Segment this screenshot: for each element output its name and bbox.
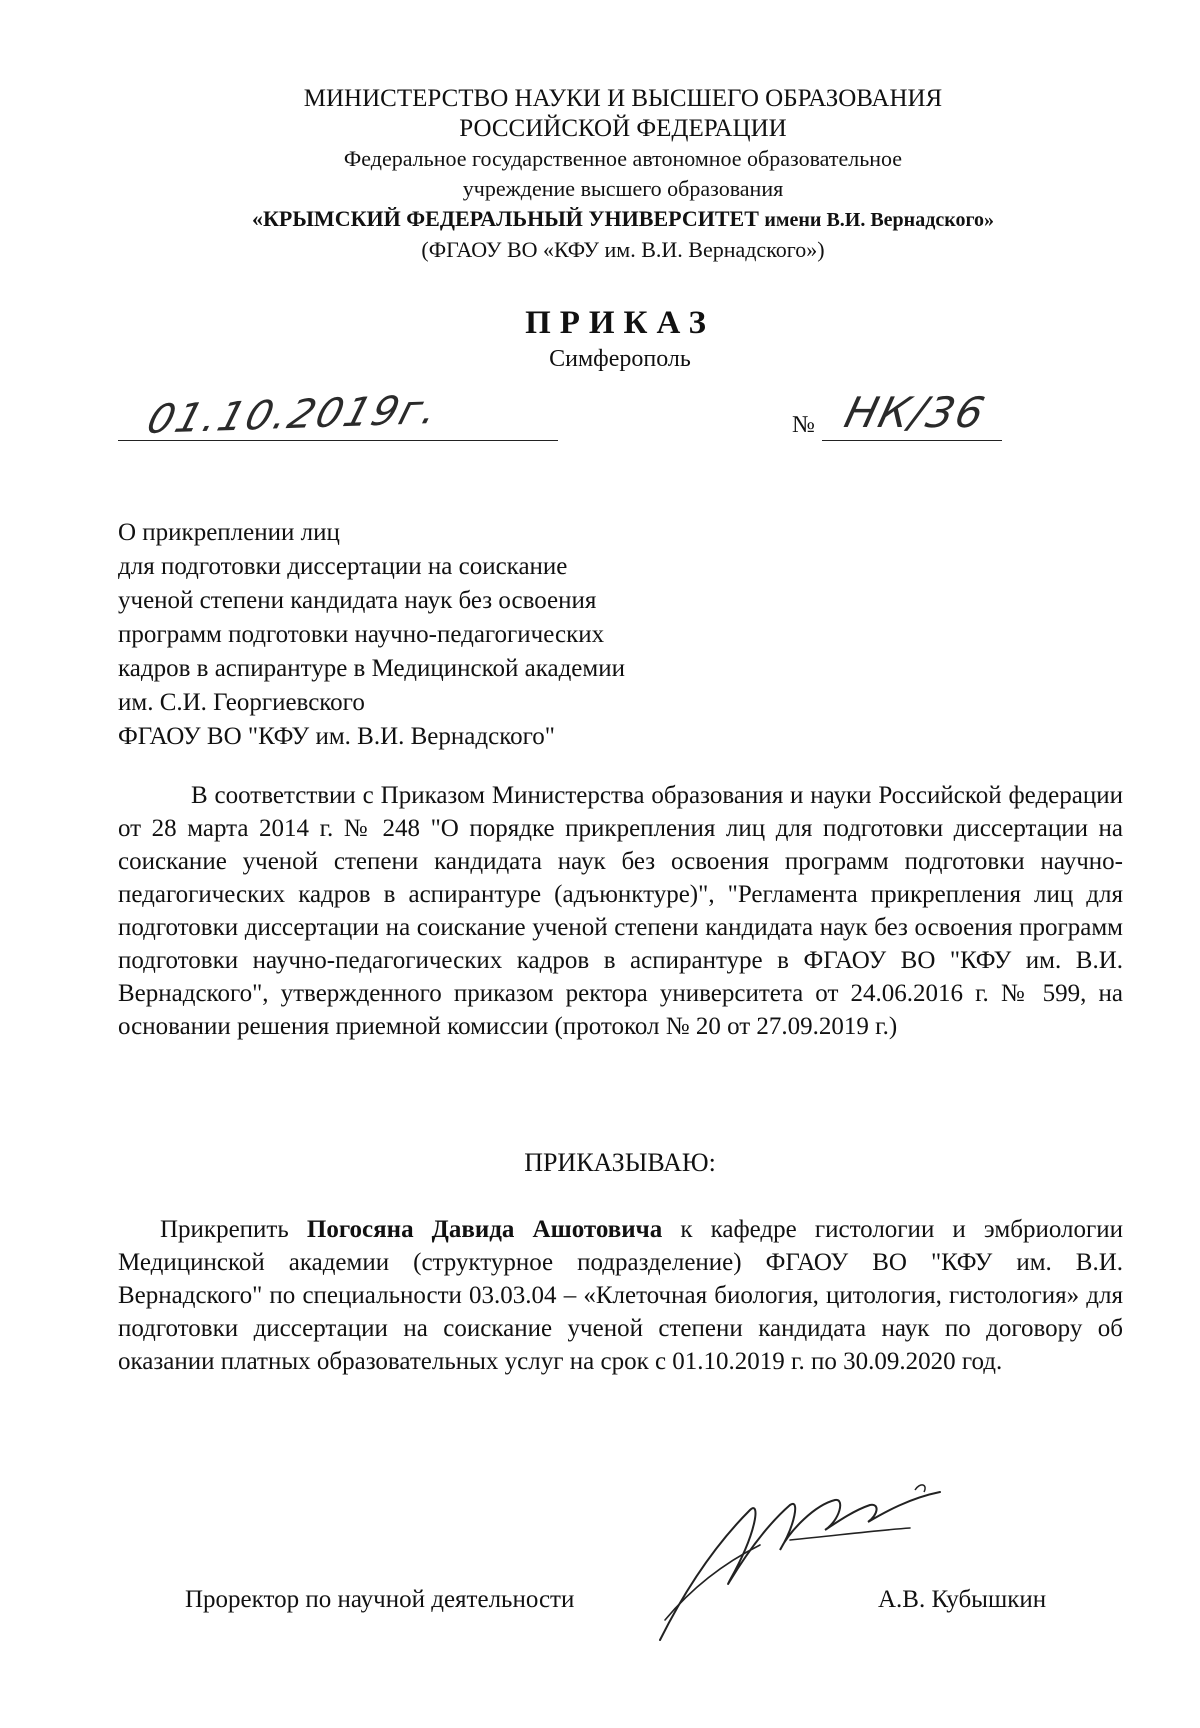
ministry-line-1: МИНИСТЕРСТВО НАУКИ И ВЫСШЕГО ОБРАЗОВАНИЯ <box>303 85 943 112</box>
subject-line: ФГАОУ ВО "КФУ им. В.И. Вернадского" <box>118 723 555 750</box>
subject-line: ученой степени кандидата наук без освоения <box>118 587 597 614</box>
document-title: ПРИКАЗ <box>525 305 715 341</box>
letterhead <box>118 84 1128 265</box>
subject-line: кадров в аспирантуре в Медицинской академии <box>118 655 625 682</box>
institution-line-2: учреждение высшего образования <box>462 176 784 201</box>
university-abbreviation: (ФГАОУ ВО «КФУ им. В.И. Вернадского») <box>421 237 825 262</box>
order-paragraph <box>118 1213 1123 1378</box>
number-underline <box>822 440 1002 441</box>
university-name-suffix: имени В.И. Вернадского» <box>764 209 995 231</box>
ministry-line-2: РОССИЙСКОЙ ФЕДЕРАЦИИ <box>459 115 787 142</box>
date-underline <box>118 440 558 441</box>
handwritten-number: НК/36 <box>839 388 992 437</box>
subject-line: для подготовки диссертации на соискание <box>118 553 568 580</box>
subject-line: программ подготовки научно-педагогических <box>118 621 605 648</box>
university-name <box>118 204 1128 235</box>
document-city: Симферополь <box>549 346 691 372</box>
person-name: Погосяна Давида Ашотовича <box>306 1216 663 1243</box>
signatory-position: Проректор по научной деятельности <box>185 1586 575 1613</box>
order-text: к кафедре гистологии и эмбриологии Медицинской академии (структурное подразделение) ФГАОУ ВО "КФУ им. В.И. Вернадского" по специальности 03.03.04 – «Клеточная биология, цитология, гистология» для подготовки диссертации на соискание ученой степени кандидата наук по договору об оказании платных образовательных услуг на срок с 01.10.2019 г. по 30.09.2020 год. <box>118 1216 1123 1375</box>
handwritten-signature <box>640 1470 960 1650</box>
handwritten-date: 01.10.2019г. <box>141 387 445 443</box>
order-prefix: Прикрепить <box>160 1216 289 1243</box>
basis-paragraph: В соответствии с Приказом Министерства образования и науки Российской федерации от 28 марта 2014 г. № 248 "О порядке прикрепления лиц для подготовки диссертации на соискание ученой степени кандидата наук без освоения программ подготовки научно-педагогических кадров в аспирантуре (адъюнктуре)", "Регламента прикрепления лиц для подготовки диссертации на соискание ученой степени кандидата наук без освоения программ подготовки научно-педагогических кадров в аспирантуре в ФГАОУ ВО "КФУ им. В.И. Вернадского", утвержденного приказом ректора университета от 24.06.2016 г. № 599, на основании решения приемной комиссии (протокол № 20 от 27.09.2019 г.) <box>118 782 1123 1040</box>
order-subject <box>118 516 625 754</box>
subject-line: им. С.И. Георгиевского <box>118 689 365 716</box>
number-sign: № <box>792 412 815 438</box>
signatory-name: А.В. Кубышкин <box>878 1586 1047 1613</box>
subject-line: О прикреплении лиц <box>118 519 340 546</box>
order-heading: ПРИКАЗЫВАЮ: <box>524 1148 716 1177</box>
university-name-main: «КРЫМСКИЙ ФЕДЕРАЛЬНЫЙ УНИВЕРСИТЕТ <box>251 206 759 231</box>
institution-line-1: Федеральное государственное автономное образовательное <box>343 146 903 171</box>
